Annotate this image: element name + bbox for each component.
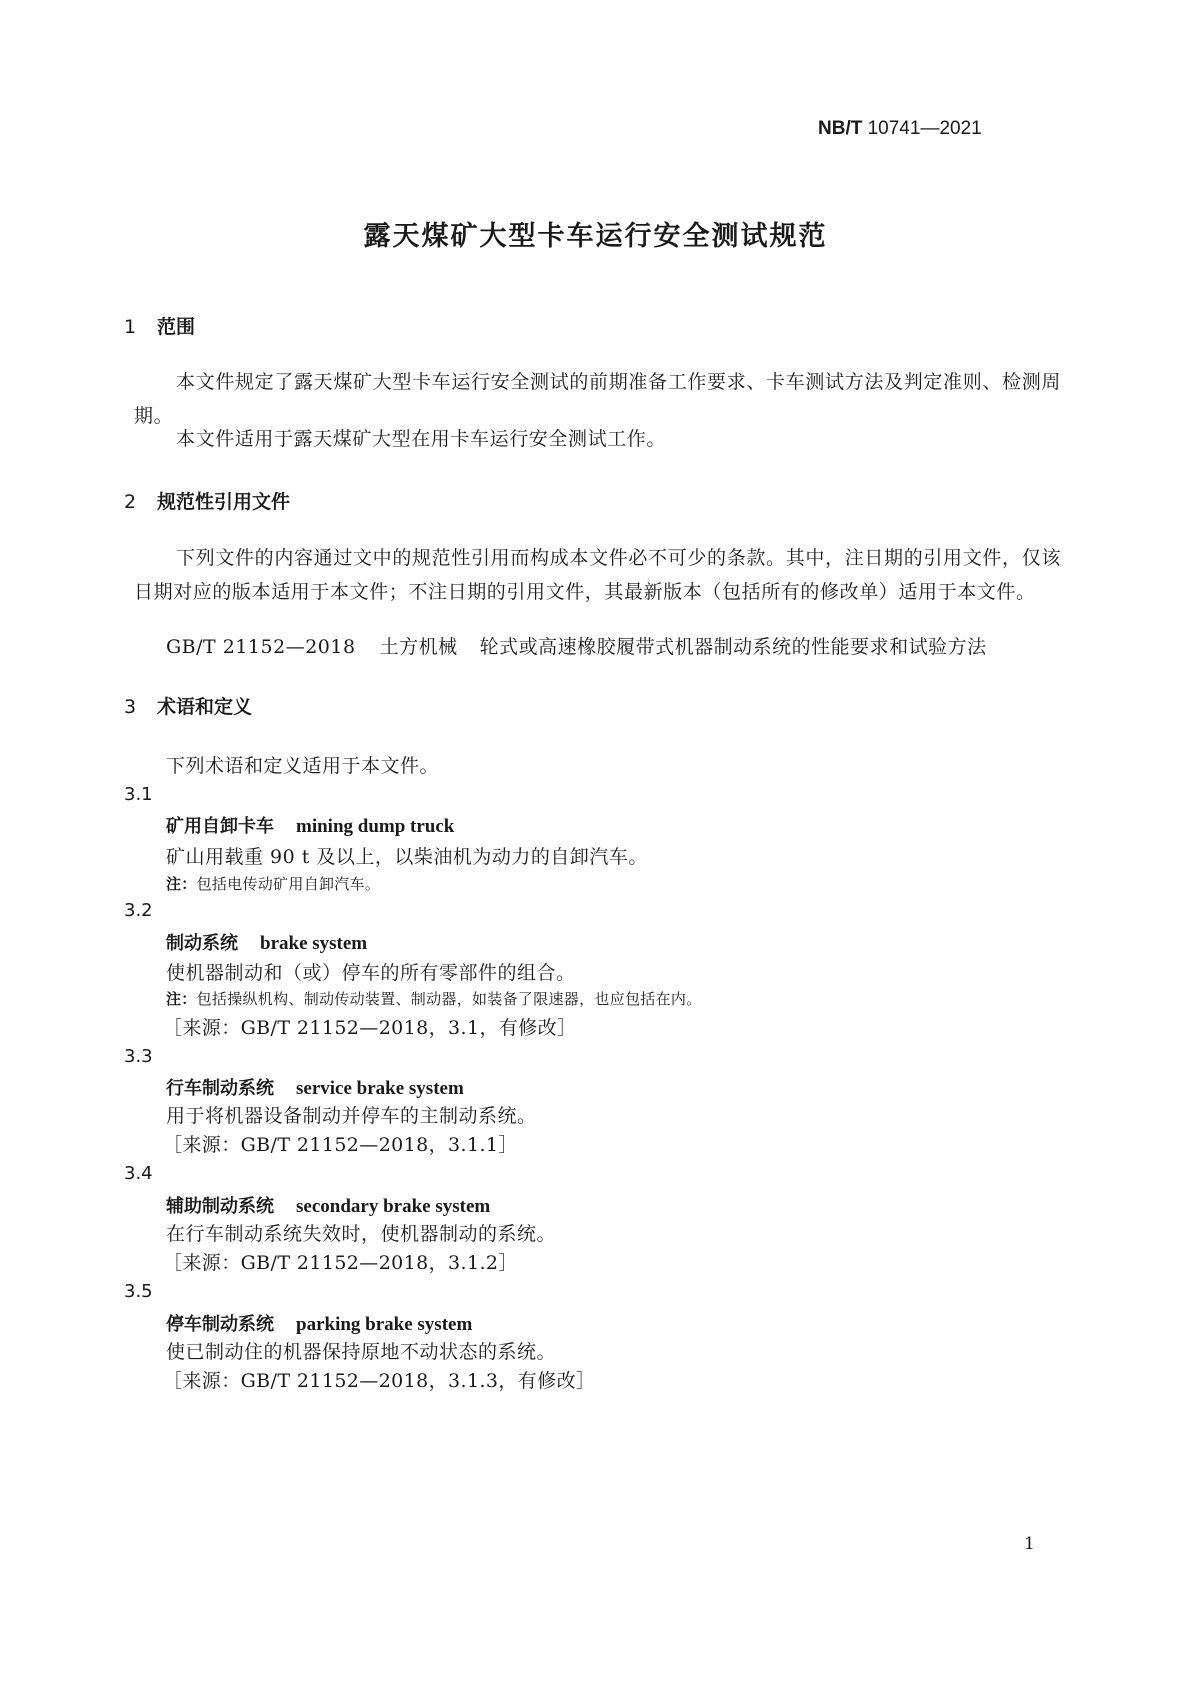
term-en: parking brake system (296, 1314, 473, 1335)
section-1-title: 范围 (157, 316, 196, 338)
section-1-number: 1 (124, 316, 137, 338)
note-text: 包括电传动矿用自卸汽车。 (196, 875, 381, 893)
term-number: 3.2 (124, 900, 153, 921)
note-label: 注： (166, 990, 197, 1008)
term-source: ［来源：GB/T 21152—2018，3.1，有修改］ (163, 1017, 577, 1039)
reference-title-part-2: 轮式或高速橡胶履带式机器制动系统的性能要求和试验方法 (479, 636, 987, 658)
term-definition: 矿山用载重 90 t 及以上，以柴油机为动力的自卸汽车。 (166, 846, 648, 868)
term-en: secondary brake system (296, 1196, 491, 1217)
reference-title-part-1: 土方机械 (379, 636, 458, 658)
term-source: ［来源：GB/T 21152—2018，3.1.3，有修改］ (163, 1370, 596, 1392)
term-source: ［来源：GB/T 21152—2018，3.1.1］ (163, 1134, 518, 1156)
term-source: ［来源：GB/T 21152—2018，3.1.2］ (163, 1252, 518, 1274)
term-definition: 使机器制动和（或）停车的所有零部件的组合。 (166, 962, 576, 984)
term-zh: 停车制动系统 (166, 1314, 274, 1335)
document-title: 露天煤矿大型卡车运行安全测试规范 (363, 221, 828, 252)
note-label: 注： (166, 875, 197, 893)
term-number: 3.3 (124, 1046, 153, 1067)
standard-code-prefix: NB/T (818, 118, 863, 139)
term-number: 3.1 (124, 784, 153, 805)
term-zh: 辅助制动系统 (166, 1196, 274, 1217)
term-en: mining dump truck (296, 816, 455, 837)
section-3-heading (124, 692, 252, 719)
page-number: 1 (1024, 1534, 1035, 1554)
term-number: 3.4 (124, 1163, 153, 1184)
term-heading (166, 1310, 472, 1336)
term-zh: 行车制动系统 (166, 1078, 274, 1099)
reference-code: GB/T 21152—2018 (166, 636, 356, 658)
term-zh: 制动系统 (166, 933, 238, 954)
section-2-heading (124, 487, 290, 514)
standard-code (818, 118, 982, 140)
term-note (166, 988, 702, 1009)
standard-code-number: 10741—2021 (867, 118, 982, 139)
normative-reference (166, 632, 987, 659)
term-heading (166, 1074, 464, 1100)
term-en: brake system (260, 933, 368, 954)
section-2-title: 规范性引用文件 (157, 491, 291, 513)
section-1-para-1: 本文件规定了露天煤矿大型卡车运行安全测试的前期准备工作要求、卡车测试方法及判定准则、检测周期。 (134, 371, 1061, 427)
section-3-title: 术语和定义 (157, 696, 253, 718)
term-zh: 矿用自卸卡车 (166, 816, 274, 837)
term-number: 3.5 (124, 1281, 153, 1302)
term-note (166, 873, 380, 894)
section-2-para-1: 下列文件的内容通过文中的规范性引用而构成本文件必不可少的条款。其中，注日期的引用文件，仅该日期对应的版本适用于本文件；不注日期的引用文件，其最新版本（包括所有的修改单）适用于本文件。 (134, 547, 1061, 603)
note-text: 包括操纵机构、制动传动装置、制动器，如装备了限速器，也应包括在内。 (196, 990, 702, 1008)
term-heading (166, 929, 367, 955)
term-definition: 使已制动住的机器保持原地不动状态的系统。 (166, 1341, 557, 1363)
section-1-para-2: 本文件适用于露天煤矿大型在用卡车运行安全测试工作。 (176, 428, 667, 450)
section-3-number: 3 (124, 696, 137, 718)
term-heading (166, 1192, 490, 1218)
term-heading (166, 812, 454, 838)
section-2-number: 2 (124, 491, 137, 513)
term-en: service brake system (296, 1078, 464, 1099)
section-1-heading (124, 312, 195, 339)
section-3-intro: 下列术语和定义适用于本文件。 (166, 755, 440, 777)
term-definition: 在行车制动系统失效时，使机器制动的系统。 (166, 1223, 557, 1245)
term-definition: 用于将机器设备制动并停车的主制动系统。 (166, 1105, 537, 1127)
